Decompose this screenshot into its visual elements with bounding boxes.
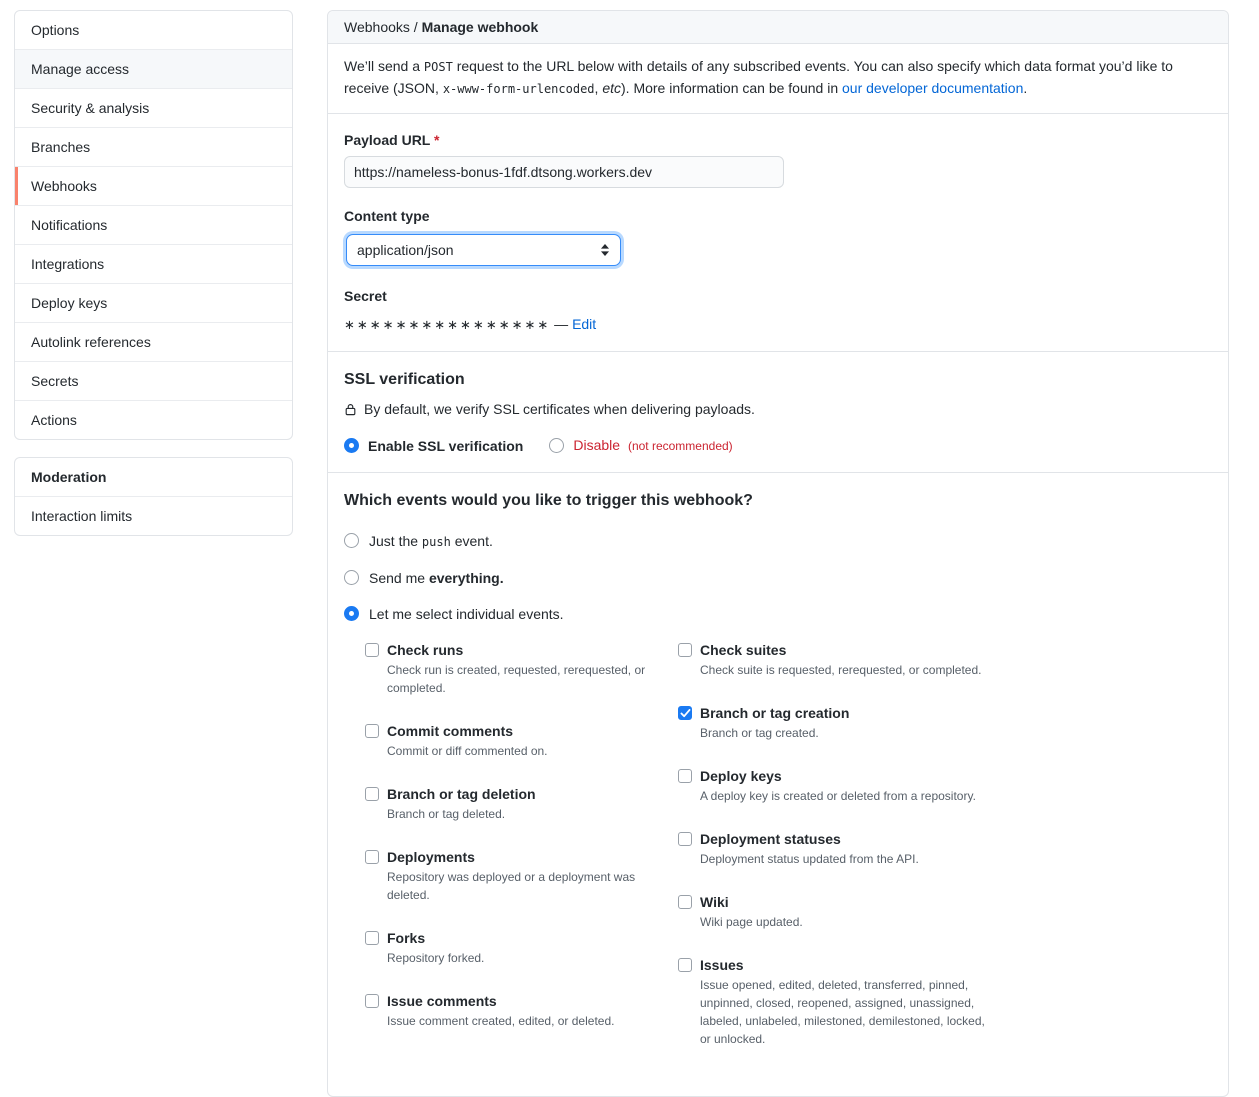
description-text: request to the URL below with details of any subscribed events. You can also specify which data format you’d like to receive (JSON, [344, 58, 1173, 96]
event-option-check-suites[interactable] [678, 640, 991, 679]
checkbox-checked[interactable] [678, 706, 692, 720]
ssl-section-heading: SSL verification [344, 371, 465, 388]
event-option-forks[interactable] [365, 928, 678, 967]
event-option-text [700, 892, 803, 931]
secret-edit-link[interactable]: Edit [572, 316, 597, 332]
enable-ssl-radio[interactable] [344, 438, 359, 453]
event-option-description: Commit or diff commented on. [387, 744, 548, 758]
sidebar-secondary-nav [14, 457, 293, 536]
breadcrumb-current: Manage webhook [421, 19, 539, 35]
event-checkbox-column-left [365, 640, 678, 1072]
webhook-description [328, 44, 1228, 114]
disable-ssl-note: (not recommended) [627, 439, 733, 453]
event-scope-option-label: Send me everything. [369, 570, 504, 586]
event-option-description: Repository was deployed or a deployment was deleted. [387, 870, 636, 902]
events-section-heading: Which events would you like to trigger this webhook? [344, 492, 753, 509]
event-option-text [700, 703, 849, 742]
checkbox-unchecked[interactable] [365, 931, 379, 945]
event-option-text [387, 784, 536, 823]
secret-dash: — [554, 316, 569, 332]
event-option-text [700, 640, 981, 679]
event-option-issues[interactable] [678, 955, 991, 1048]
sidebar-item-options[interactable]: Options [31, 22, 80, 38]
event-scope-option-label: Just the push event. [369, 533, 493, 549]
webhook-form-section [328, 114, 1228, 352]
lock-icon [344, 402, 357, 417]
select-updown-icon [600, 243, 610, 257]
radio-unselected[interactable] [344, 533, 359, 548]
event-option-description: Branch or tag created. [700, 726, 819, 740]
event-option-title: Forks [387, 930, 426, 946]
disable-ssl-option[interactable] [549, 435, 732, 456]
content-type-select[interactable] [346, 234, 621, 266]
checkbox-unchecked[interactable] [678, 895, 692, 909]
event-option-text [387, 721, 548, 760]
event-option-text [700, 829, 919, 868]
event-option-title: Branch or tag creation [700, 705, 850, 721]
required-asterisk: * [434, 132, 440, 148]
event-option-deployment-statuses[interactable] [678, 829, 991, 868]
breadcrumb-separator: / [413, 19, 418, 35]
event-option-title: Deployment statuses [700, 831, 841, 847]
sidebar-item-security-analysis[interactable]: Security & analysis [15, 88, 292, 127]
event-option-description: Branch or tag deleted. [387, 807, 506, 821]
sidebar-secondary-items [15, 496, 292, 535]
sidebar-item-webhooks[interactable]: Webhooks [15, 166, 292, 205]
urlencoded-code-text: x-www-form-urlencoded [442, 82, 595, 96]
breadcrumb-webhooks-link[interactable]: Webhooks [344, 19, 410, 35]
event-option-title: Deployments [387, 849, 475, 865]
event-option-title: Issue comments [387, 993, 497, 1009]
event-option-description: Repository forked. [387, 951, 485, 965]
event-checkbox-column-right [678, 640, 991, 1072]
radio-unselected[interactable] [344, 570, 359, 585]
ssl-verification-section [328, 352, 1228, 473]
event-option-commit-comments[interactable] [365, 721, 678, 760]
description-text: , [594, 80, 603, 96]
disable-ssl-radio[interactable] [549, 438, 564, 453]
event-option-title: Check runs [387, 642, 464, 658]
sidebar-section-heading: Moderation [31, 469, 107, 485]
breadcrumb [328, 11, 1228, 44]
event-option-text [387, 991, 614, 1030]
event-option-title: Deploy keys [700, 768, 782, 784]
developer-documentation-link[interactable]: our developer documentation [842, 80, 1024, 96]
description-text: . [1023, 80, 1028, 96]
event-option-branch-or-tag-creation[interactable] [678, 703, 991, 742]
event-option-text [387, 640, 678, 697]
manage-webhook-panel [327, 10, 1229, 1097]
event-option-wiki[interactable] [678, 892, 991, 931]
checkbox-unchecked[interactable] [365, 850, 379, 864]
description-etc: etc [602, 80, 621, 96]
sidebar-primary-nav [14, 10, 293, 440]
enable-ssl-label: Enable SSL verification [368, 437, 524, 454]
event-option-title: Branch or tag deletion [387, 786, 536, 802]
secret-label: Secret [344, 288, 387, 304]
secret-masked-value: ∗∗∗∗∗∗∗∗∗∗∗∗∗∗∗∗ [344, 317, 551, 332]
checkbox-unchecked[interactable] [678, 832, 692, 846]
ssl-note-text: By default, we verify SSL certificates when delivering payloads. [364, 401, 755, 417]
sidebar-item-secrets[interactable]: Secrets [15, 361, 292, 400]
description-text: ). More information can be found in [621, 80, 843, 96]
sidebar-item-actions[interactable]: Actions [15, 400, 292, 439]
events-section [328, 473, 1228, 1096]
event-option-text [387, 928, 484, 967]
checkbox-unchecked[interactable] [365, 787, 379, 801]
description-text: We’ll send a [344, 58, 424, 74]
checkbox-unchecked[interactable] [678, 958, 692, 972]
checkbox-unchecked[interactable] [365, 994, 379, 1008]
enable-ssl-option[interactable] [344, 436, 523, 456]
sidebar-item-branches[interactable]: Branches [15, 127, 292, 166]
event-option-description: Issue comment created, edited, or deleted. [387, 1014, 615, 1028]
payload-url-input[interactable] [344, 156, 784, 188]
content-type-selected-value: application/json [357, 242, 454, 258]
event-option-description: Check suite is requested, rerequested, or completed. [700, 663, 982, 677]
sidebar-item-autolink-references[interactable]: Autolink references [15, 322, 292, 361]
radio-selected[interactable] [344, 606, 359, 621]
ssl-note-row [344, 399, 1212, 419]
post-code-text: POST [423, 60, 453, 74]
secret-value-row [344, 314, 1212, 335]
event-option-check-runs[interactable] [365, 640, 678, 697]
sidebar-item-interaction-limits[interactable]: Interaction limits [15, 496, 292, 535]
event-option-description: Check run is created, requested, rerequested, or completed. [387, 663, 646, 695]
sidebar-item-manage-access[interactable]: Manage access [15, 49, 292, 88]
event-scope-radio-group [344, 531, 1212, 624]
event-option-title: Commit comments [387, 723, 514, 739]
disable-ssl-label: Disable [573, 437, 621, 453]
sidebar-item-integrations[interactable]: Integrations [15, 244, 292, 283]
event-option-branch-or-tag-deletion[interactable] [365, 784, 678, 823]
event-option-description: A deploy key is created or deleted from a repository. [700, 789, 976, 803]
payload-url-label [344, 130, 1212, 150]
event-option-deployments[interactable] [365, 847, 678, 904]
event-option-description: Wiki page updated. [700, 915, 803, 929]
event-option-issue-comments[interactable] [365, 991, 678, 1030]
content-type-label: Content type [344, 208, 430, 224]
event-scope-option[interactable] [344, 568, 1212, 588]
event-scope-option-label: Let me select individual events. [369, 606, 564, 622]
event-scope-option[interactable] [344, 531, 1212, 552]
event-option-title: Issues [700, 957, 744, 973]
sidebar-item-deploy-keys[interactable]: Deploy keys [15, 283, 292, 322]
event-option-title: Wiki [700, 894, 729, 910]
event-checkbox-grid [365, 640, 1212, 1072]
settings-sidebar [14, 10, 293, 536]
event-option-text [700, 955, 991, 1048]
payload-url-label-text: Payload URL [344, 132, 431, 148]
event-scope-option[interactable] [344, 604, 1212, 624]
checkbox-unchecked[interactable] [678, 769, 692, 783]
checkbox-unchecked[interactable] [678, 643, 692, 657]
event-option-text [700, 766, 976, 805]
checkbox-unchecked[interactable] [365, 643, 379, 657]
event-option-description: Deployment status updated from the API. [700, 852, 919, 866]
ssl-radio-group [344, 435, 1212, 456]
event-option-text [387, 847, 678, 904]
sidebar-item-notifications[interactable]: Notifications [15, 205, 292, 244]
checkbox-unchecked[interactable] [365, 724, 379, 738]
event-option-title: Check suites [700, 642, 787, 658]
event-option-deploy-keys[interactable] [678, 766, 991, 805]
event-option-description: Issue opened, edited, deleted, transferred, pinned, unpinned, closed, reopened, assigned, unassigned, labeled, unlabeled, milestoned, demilestoned, locked, or unlocked. [700, 978, 985, 1046]
